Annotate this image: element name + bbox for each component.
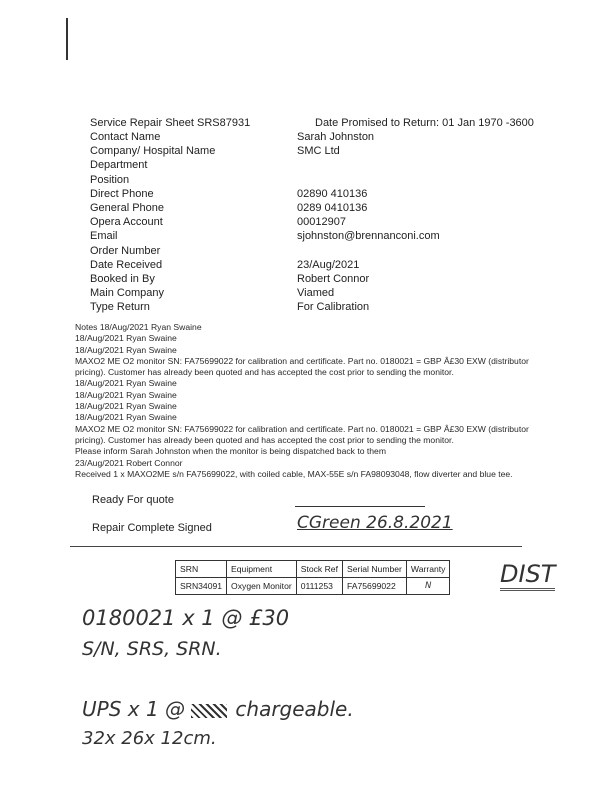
table-header-row [176,561,450,578]
note-line: 23/Aug/2021 Robert Connor [75,457,183,468]
field-label: Type Return [90,301,150,314]
note-line: 18/Aug/2021 Ryan Swaine [75,333,177,344]
cell-stock-ref: 0111253 [296,578,342,595]
field-value: 23/Aug/2021 [297,258,360,271]
sheet-title: Service Repair Sheet SRS87931 [90,117,251,129]
header-cell: Equipment [227,561,297,578]
field-label: Direct Phone [90,187,154,200]
field-value: 0289 0410136 [297,202,368,214]
cell-serial: FA75699022 [342,578,406,595]
note-line: Please inform Sarah Johnston when the monitor is being dispatched back to them [75,446,386,457]
cell-srn: SRN34091 [176,578,227,595]
note-line: 18/Aug/2021 Ryan Swaine [75,344,177,355]
handwritten-sn-line: S/N, SRS, SRN. [82,638,222,660]
cell-equipment: Oxygen Monitor [227,578,297,595]
field-value: Robert Connor [297,273,370,285]
note-line: pricing). Customer has already been quoted and has accepted the cost prior to sending the monitor. [75,434,454,445]
handwritten-dist: DIST [500,560,555,591]
ready-signature-line [295,506,425,507]
field-label: Contact Name [90,131,161,143]
handwritten-ups-line [82,697,354,721]
note-line: Received 1 x MAXO2ME s/n FA75699022, with coiled cable, MAX-55E s/n FA98093048, flow diverter and blue tee. [75,468,513,479]
field-value: Viamed [297,287,335,300]
note-line: MAXO2 ME O2 monitor SN: FA75699022 for calibration and certificate. Part no. 0180021 = GBP Â£30 EXW (distributor [75,423,529,434]
handwritten-dimensions: 32x 26x 12cm. [82,728,217,749]
header-cell: Warranty [406,561,450,578]
field-value: sjohnston@brennanconi.com [297,230,440,243]
note-line: MAXO2 ME O2 monitor SN: FA75699022 for calibration and certificate. Part no. 0180021 = GBP Â£30 EXW (distributor [75,355,529,366]
cell-warranty: N [406,578,450,595]
header-cell: SRN [176,561,227,578]
field-value: 02890 410136 [297,187,368,200]
repair-complete-label: Repair Complete Signed [92,522,212,534]
repair-complete-signature: CGreen 26.8.2021 [297,513,453,533]
field-label: Opera Account [90,216,163,229]
table-row [176,578,450,595]
field-value: 00012907 [297,216,346,229]
header-cell: Serial Number [342,561,406,578]
note-line: 18/Aug/2021 Ryan Swaine [75,378,177,389]
field-label: Booked in By [90,273,155,285]
equipment-table [175,560,450,595]
note-line: 18/Aug/2021 Ryan Swaine [75,412,177,423]
note-line: 18/Aug/2021 Ryan Swaine [75,389,177,400]
chargeable-text: chargeable. [235,697,354,721]
scribble-mark [191,704,227,718]
field-value: SMC Ltd [297,145,340,158]
field-label: General Phone [90,202,164,214]
date-promised: Date Promised to Return: 01 Jan 1970 -3600 [315,117,534,129]
note-line: pricing). Customer has already been quoted and has accepted the cost prior to sending the monitor. [75,367,454,378]
notes [75,322,610,480]
bracket-mark [66,18,73,60]
header-cell: Stock Ref [296,561,342,578]
field-label: Email [90,230,118,243]
field-label: Main Company [90,287,164,300]
ready-for-quote-label: Ready For quote [92,494,174,506]
note-line: Notes 18/Aug/2021 Ryan Swaine [75,322,202,332]
field-label: Company/ Hospital Name [90,145,216,158]
ups-text: UPS x 1 @ [82,697,192,721]
field-label: Department [90,159,148,172]
field-label: Order Number [90,244,161,257]
divider [70,546,522,547]
field-label: Date Received [90,258,163,271]
field-value: For Calibration [297,301,370,314]
note-line: 18/Aug/2021 Ryan Swaine [75,401,177,412]
field-label: Position [90,173,130,186]
handwritten-part-line: 0180021 x 1 @ £30 [82,606,290,630]
field-value: Sarah Johnston [297,131,375,143]
